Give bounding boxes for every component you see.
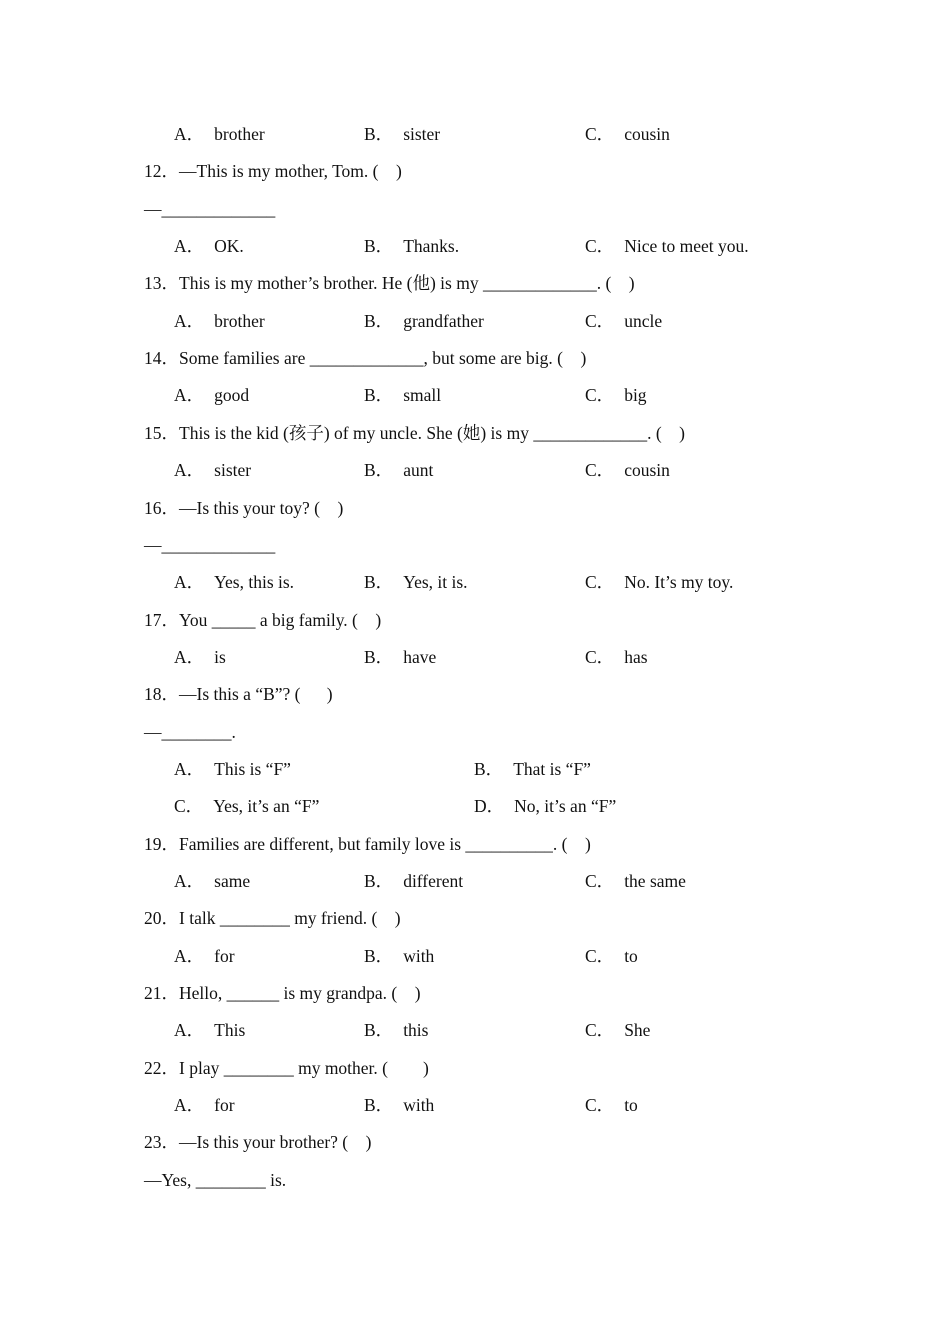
option-letter: B． (364, 572, 394, 592)
option-letter: A． (174, 572, 205, 592)
question-text: 15．This is the kid (孩子) of my uncle. She (她) is my _____________. ( ) (144, 423, 685, 443)
option-letter: B． (364, 1095, 394, 1115)
option-a[interactable] (174, 1094, 235, 1116)
option-c[interactable] (585, 235, 749, 257)
option-text: with (403, 1095, 435, 1115)
option-b[interactable] (364, 384, 441, 406)
answer-line: —________. (144, 722, 236, 742)
option-letter: C． (174, 796, 204, 816)
option-text: this (403, 1020, 429, 1040)
option-c[interactable] (585, 945, 638, 967)
option-text: No, it’s an “F” (514, 796, 617, 816)
option-text: She (624, 1020, 651, 1040)
option-letter: B． (474, 759, 504, 779)
option-text: good (214, 385, 250, 405)
option-c[interactable] (585, 459, 670, 481)
option-text: has (624, 647, 648, 667)
question-text: 21．Hello, ______ is my grandpa. ( ) (144, 983, 421, 1003)
option-letter: C． (585, 1020, 615, 1040)
option-text: brother (214, 124, 265, 144)
option-letter: C． (585, 647, 615, 667)
option-letter: A． (174, 1095, 205, 1115)
option-text: Yes, it’s an “F” (213, 796, 320, 816)
option-text: brother (214, 311, 265, 331)
answer-line: —Yes, ________ is. (144, 1170, 287, 1190)
option-b[interactable] (364, 945, 434, 967)
option-d[interactable] (474, 795, 616, 817)
option-b[interactable] (364, 1094, 434, 1116)
option-letter: A． (174, 759, 205, 779)
option-b[interactable] (364, 123, 440, 145)
option-letter: B． (364, 647, 394, 667)
question-text: 20．I talk ________ my friend. ( ) (144, 908, 401, 928)
option-c[interactable] (585, 384, 647, 406)
option-c[interactable] (585, 646, 648, 668)
option-text: No. It’s my toy. (624, 572, 734, 592)
option-text: is (214, 647, 226, 667)
option-c[interactable] (585, 1019, 650, 1041)
option-text: sister (214, 460, 252, 480)
option-letter: A． (174, 311, 205, 331)
option-text: grandfather (403, 311, 484, 331)
question-text: 17．You _____ a big family. ( ) (144, 610, 382, 630)
option-c[interactable] (585, 1094, 638, 1116)
option-b[interactable] (474, 758, 591, 780)
option-text: OK. (214, 236, 244, 256)
option-letter: B． (364, 385, 394, 405)
question-text: 22．I play ________ my mother. ( ) (144, 1058, 429, 1078)
option-text: same (214, 871, 251, 891)
question-text: 23．—Is this your brother? ( ) (144, 1132, 372, 1152)
option-a[interactable] (174, 571, 294, 593)
option-text: to (624, 1095, 638, 1115)
option-text: That is “F” (513, 759, 591, 779)
option-b[interactable] (364, 1019, 428, 1041)
question-text: 19．Families are different, but family love is __________. ( ) (144, 834, 591, 854)
option-letter: A． (174, 946, 205, 966)
option-letter: A． (174, 871, 205, 891)
option-letter: B． (364, 124, 394, 144)
option-text: small (403, 385, 442, 405)
question-text: 18．—Is this a “B”? ( ) (144, 684, 333, 704)
option-letter: B． (364, 236, 394, 256)
option-b[interactable] (364, 646, 436, 668)
answer-line: —_____________ (144, 535, 276, 555)
option-text: Yes, it is. (403, 572, 468, 592)
option-text: the same (624, 871, 686, 891)
option-a[interactable] (174, 758, 291, 780)
option-c[interactable] (585, 123, 670, 145)
option-letter: C． (585, 572, 615, 592)
option-text: with (403, 946, 435, 966)
option-b[interactable] (364, 310, 484, 332)
option-text: uncle (624, 311, 663, 331)
option-letter: B． (364, 1020, 394, 1040)
option-a[interactable] (174, 235, 244, 257)
question-text: 14．Some families are _____________, but some are big. ( ) (144, 348, 587, 368)
option-text: sister (403, 124, 441, 144)
option-letter: A． (174, 647, 205, 667)
option-letter: C． (585, 460, 615, 480)
option-text: This (214, 1020, 246, 1040)
option-b[interactable] (364, 870, 463, 892)
option-a[interactable] (174, 945, 235, 967)
option-a[interactable] (174, 870, 250, 892)
option-text: have (403, 647, 437, 667)
option-letter: A． (174, 460, 205, 480)
question-text: 12．—This is my mother, Tom. ( ) (144, 161, 402, 181)
option-letter: C． (585, 1095, 615, 1115)
option-text: aunt (403, 460, 434, 480)
option-letter: C． (585, 236, 615, 256)
option-b[interactable] (364, 571, 468, 593)
option-letter: B． (364, 871, 394, 891)
option-letter: A． (174, 236, 205, 256)
option-a[interactable] (174, 1019, 245, 1041)
option-text: different (403, 871, 464, 891)
option-letter: C． (585, 311, 615, 331)
option-letter: C． (585, 871, 615, 891)
option-a[interactable] (174, 123, 265, 145)
option-text: for (214, 1095, 235, 1115)
option-a[interactable] (174, 384, 249, 406)
option-text: to (624, 946, 638, 966)
option-letter: C． (585, 124, 615, 144)
option-a[interactable] (174, 459, 251, 481)
option-letter: C． (585, 385, 615, 405)
option-c[interactable] (174, 795, 319, 817)
option-c[interactable] (585, 310, 662, 332)
option-letter: B． (364, 946, 394, 966)
option-letter: B． (364, 460, 394, 480)
option-text: big (624, 385, 647, 405)
question-text: 16．—Is this your toy? ( ) (144, 498, 344, 518)
option-text: Nice to meet you. (624, 236, 749, 256)
option-a[interactable] (174, 310, 265, 332)
answer-line: —_____________ (144, 199, 276, 219)
option-letter: A． (174, 385, 205, 405)
option-c[interactable] (585, 571, 733, 593)
option-b[interactable] (364, 235, 459, 257)
option-letter: D． (474, 796, 505, 816)
option-text: for (214, 946, 235, 966)
option-b[interactable] (364, 459, 433, 481)
option-text: cousin (624, 124, 670, 144)
option-letter: A． (174, 124, 205, 144)
option-text: Thanks. (403, 236, 460, 256)
option-c[interactable] (585, 870, 686, 892)
option-text: cousin (624, 460, 670, 480)
option-text: Yes, this is. (214, 572, 295, 592)
option-text: This is “F” (214, 759, 291, 779)
option-letter: B． (364, 311, 394, 331)
question-text: 13．This is my mother’s brother. He (他) is my _____________. ( ) (144, 273, 635, 293)
option-letter: A． (174, 1020, 205, 1040)
option-letter: C． (585, 946, 615, 966)
option-a[interactable] (174, 646, 226, 668)
